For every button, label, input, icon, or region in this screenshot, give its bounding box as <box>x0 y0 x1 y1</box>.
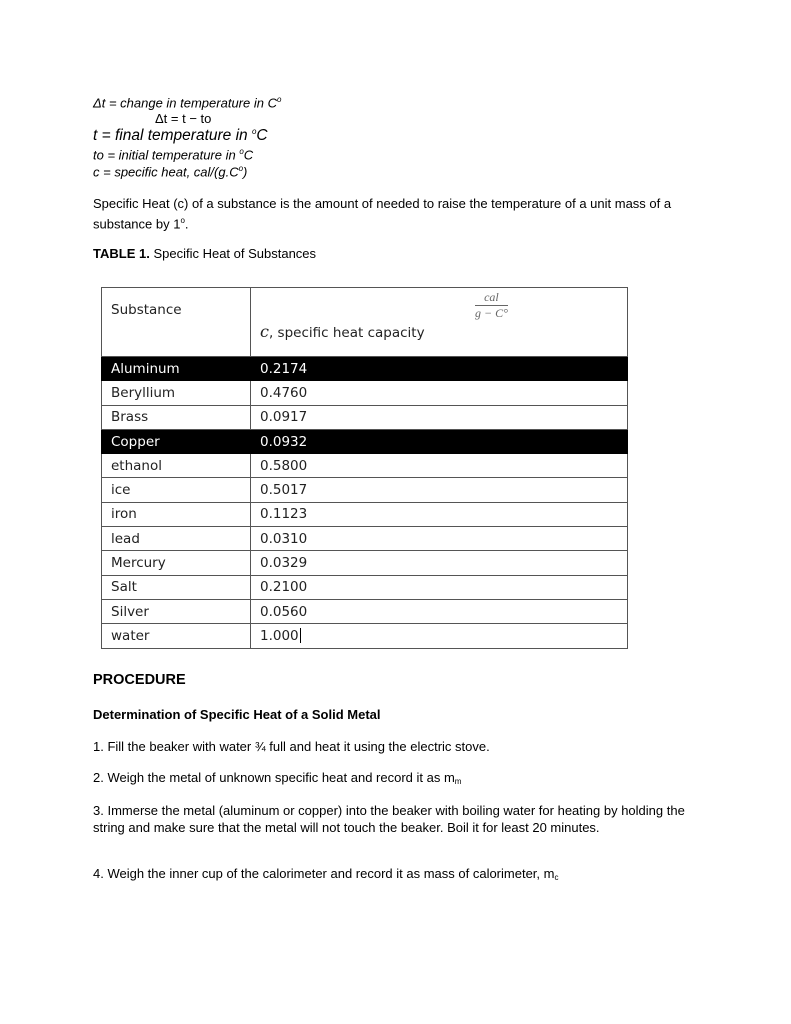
table-row: Aluminum 0.2174 <box>102 357 628 381</box>
procedure-step-4: 4. Weigh the inner cup of the calorimeter and record it as mass of calorimeter, $m_c$ <box>93 866 559 882</box>
table-row: water 1.000 <box>102 624 628 648</box>
table-row: Brass 0.0917 <box>102 405 628 429</box>
table-row: Salt 0.2100 <box>102 575 628 599</box>
table-row: Copper 0.0932 <box>102 429 628 453</box>
final-temperature-definition: t = final temperature in $^o$C <box>93 127 268 145</box>
procedure-subheading: Determination of Specific Heat of a Solid Metal <box>93 707 381 722</box>
specific-heat-table <box>101 287 628 649</box>
table-row: Mercury 0.0329 <box>102 551 628 575</box>
specific-heat-paragraph: Specific Heat (c) of a substance is the amount of needed to raise the temperature of a unit mass of a substance by 1$^o$. <box>93 196 672 232</box>
table-row: Beryllium 0.4760 <box>102 381 628 405</box>
table-caption: TABLE 1. Specific Heat of Substances <box>93 246 317 261</box>
header-specific-heat: c, specific heat capacity cal g − C° <box>251 288 628 357</box>
unit-fraction: cal g − C° <box>475 290 508 320</box>
text-cursor <box>300 628 301 643</box>
specific-heat-definition: c = specific heat, cal/$(g.C^o)$ <box>93 164 248 180</box>
procedure-heading: PROCEDURE <box>93 672 186 688</box>
table-row: iron 0.1123 <box>102 502 628 526</box>
table-row: lead 0.0310 <box>102 527 628 551</box>
procedure-step-1: 1. Fill the beaker with water ¾ full and heat it using the electric stove. <box>93 739 490 754</box>
table-row: ice 0.5017 <box>102 478 628 502</box>
header-substance: Substance <box>102 288 251 357</box>
editable-cell[interactable]: 1.000 <box>251 624 628 648</box>
delta-t-formula: Δt = t − to <box>155 111 212 126</box>
table-row: Silver 0.0560 <box>102 599 628 623</box>
initial-temperature-definition: to = initial temperature in $^o$C <box>93 147 254 163</box>
procedure-step-3: 3. Immerse the metal (aluminum or copper) into the beaker with boiling water for heating by holding the string and make sure that the metal will not touch the beaker. Boil it for least 20 minutes. <box>93 803 685 835</box>
table-row: ethanol 0.5800 <box>102 454 628 478</box>
delta-t-definition: Δt = change in temperature in $C^o$ <box>93 95 282 111</box>
procedure-step-2: 2. Weigh the metal of unknown specific heat and record it as $m_m$ <box>93 770 462 786</box>
table-header-row <box>102 288 628 357</box>
